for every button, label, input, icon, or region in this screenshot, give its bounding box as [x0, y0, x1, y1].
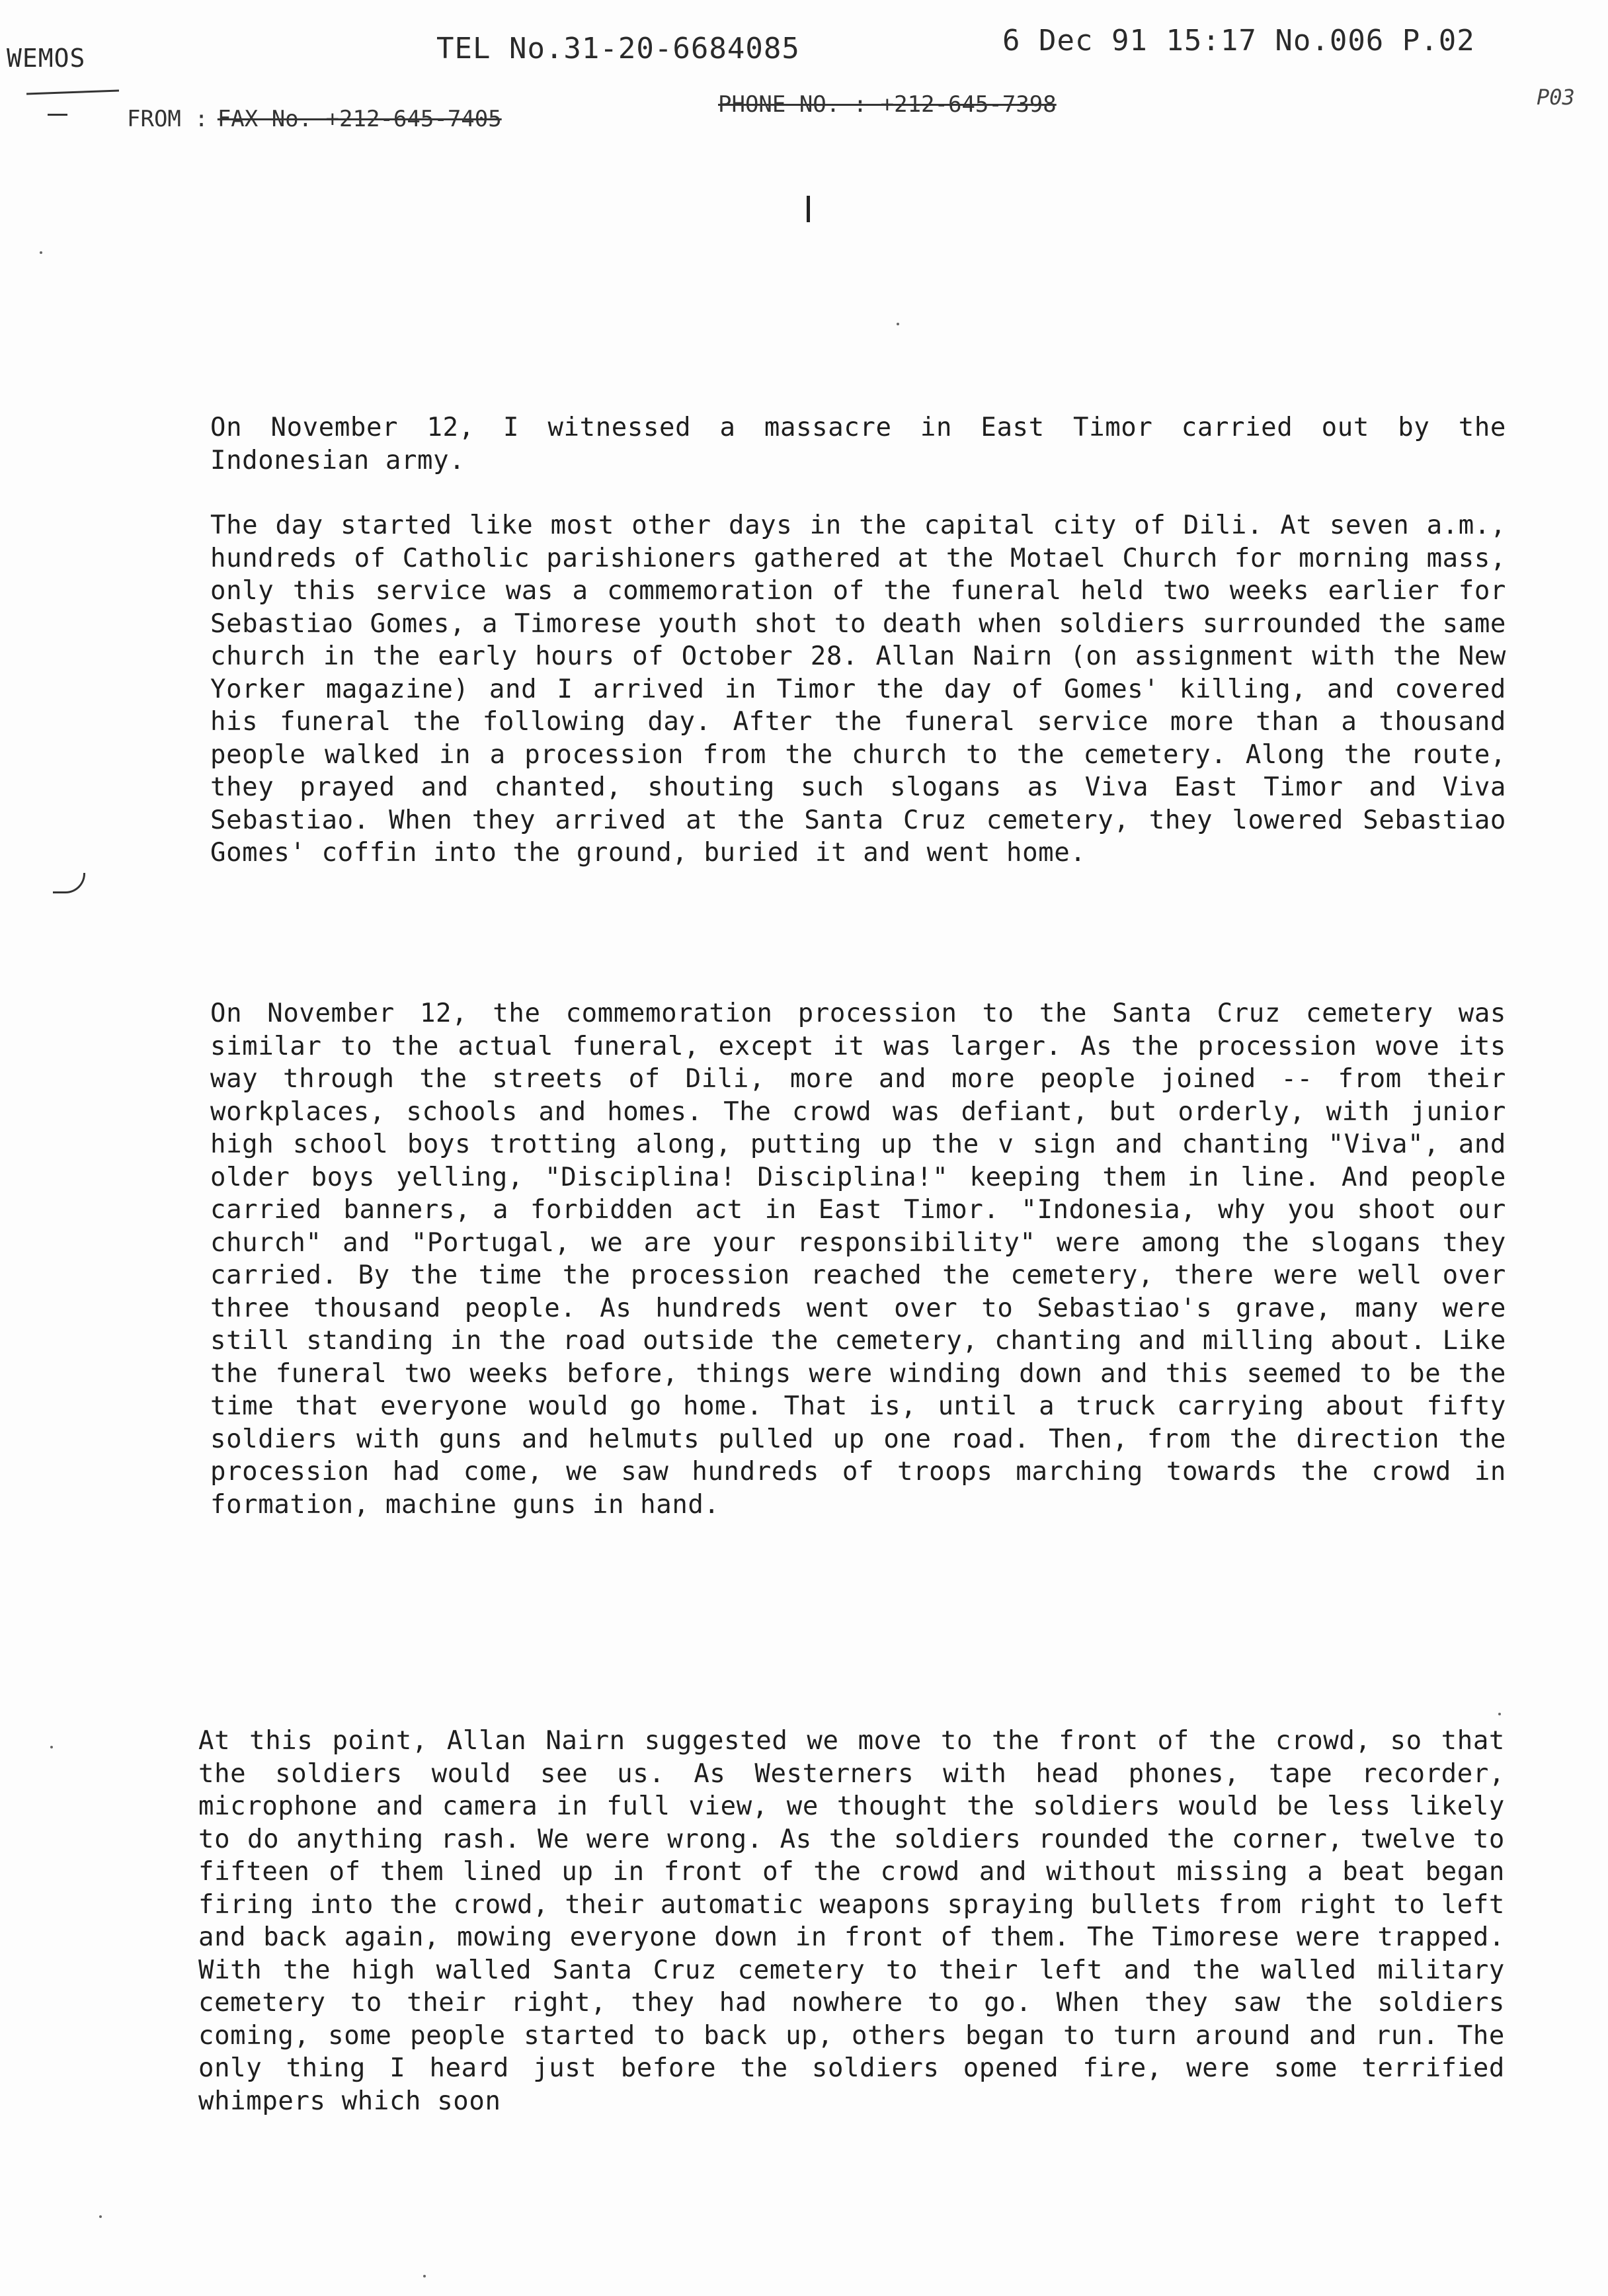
body-paragraph-4: At this point, Allan Nairn suggested we move to the front of the crowd, so that the soldiers would see us. As Westerners with head phones, tape recorder, microphone and camera in full view, we thought the soldiers would be less likely to do anything rash. We were wrong. As the soldiers rounded the corner, twelve to fifteen of them lined up in front of the crowd and without missing a beat began firing into the crowd, their automatic weapons spraying bullets from right to left and back again, mowing everyone down in front of them. The Timorese were trapped. With the high walled Santa Cruz cemetery to their left and the walled military cemetery to their right, they had nowhere to go. When they saw the soldiers coming, some people started to back up, others began to turn around and run. The only thing I heard just before the soldiers opened fire, were some terrified whimpers which soon [198, 1726, 1505, 2116]
from-fax-struck: FAX No. +212-645-7405 [217, 106, 502, 132]
handwritten-dash-mark [48, 114, 67, 116]
phone-number-struck: PHONE NO. : +212-645-7398 [718, 91, 1057, 118]
page-number-mark [807, 196, 810, 222]
handwritten-underline-mark [26, 90, 119, 95]
scan-speck [40, 251, 42, 254]
scan-speck [1498, 1713, 1501, 1715]
page-code: P03 [1537, 85, 1575, 110]
from-line [127, 106, 502, 132]
fax-sender-id: WEMOS [7, 44, 86, 73]
fax-tel-number: TEL No.31-20-6684085 [436, 32, 800, 65]
scan-speck [50, 1746, 53, 1748]
scan-speck [897, 323, 899, 325]
body-paragraph-1: On November 12, I witnessed a massacre in East Timor carried out by the Indonesian army. [210, 413, 1506, 475]
body-paragraph-2: The day started like most other days in the capital city of Dili. At seven a.m., hundreds of Catholic parishioners gathered at the Motael Church for morning mass, only this service was a commemoration of the funeral held two weeks earlier for Sebastiao Gomes, a Timorese youth shot to death when soldiers surrounded the same church in the early hours of October 28. Allan Nairn (on assignment with the New Yorker magazine) and I arrived in Timor the day of Gomes' killing, and covered his funeral the following day. After the funeral service more than a thousand people walked in a procession from the church to the cemetery. Along the route, they prayed and chanted, shouting such slogans as Viva East Timor and Viva Sebastiao. When they arrived at the Santa Cruz cemetery, they lowered Sebastiao Gomes' coffin into the ground, buried it and went home. [210, 511, 1506, 868]
margin-pen-mark [53, 873, 85, 893]
from-label: FROM : [127, 106, 208, 132]
fax-date-time: 6 Dec 91 15:17 No.006 P.02 [1002, 24, 1475, 58]
body-paragraph-3: On November 12, the commemoration procession to the Santa Cruz cemetery was similar to the actual funeral, except it was larger. As the procession wove its way through the streets of Dili, more and more people joined -- from their workplaces, schools and homes. The crowd was defiant, but orderly, with junior high school boys trotting along, putting up the v sign and chanting "Viva", and older boys yelling, "Disciplina! Disciplina!" keeping them in line. And people carried banners, a forbidden act in East Timor. "Indonesia, why you shoot our church" and "Portugal, we are your responsibility" were among the slogans they carried. By the time the procession reached the cemetery, there were well over three thousand people. As hundreds went over to Sebastiao's grave, many were still standing in the road outside the cemetery, chanting and milling about. Like the funeral two weeks before, things were winding down and this seemed to be the time that everyone would go home. That is, until a truck carrying about fifty soldiers with guns and helmuts pulled up one road. Then, from the direction the procession had come, we saw hundreds of troops marching towards the crowd in formation, machine guns in hand. [210, 999, 1506, 1520]
scan-speck [423, 2275, 426, 2277]
scan-speck [99, 2215, 102, 2218]
